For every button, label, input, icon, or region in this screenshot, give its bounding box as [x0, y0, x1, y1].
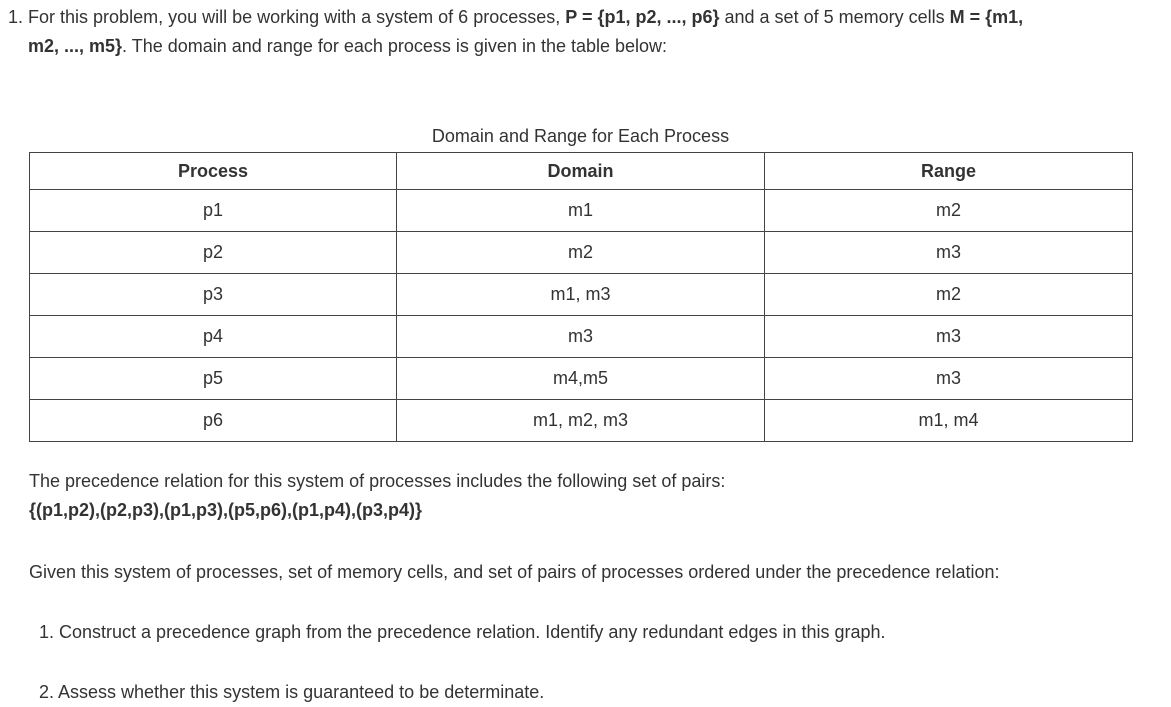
problem-number: 1.	[8, 7, 24, 27]
header-process: Process	[30, 153, 397, 190]
given-text: Given this system of processes, set of memory cells, and set of pairs of processes ordered under the precedence relation:	[29, 562, 1000, 582]
precedence-section	[29, 467, 725, 525]
domain-cell: m1, m2, m3	[397, 400, 765, 442]
domain-cell: m1, m3	[397, 274, 765, 316]
table-row	[30, 400, 1133, 442]
table-caption-wrap	[30, 124, 1131, 148]
domain-cell: m2	[397, 232, 765, 274]
domain-cell: m4,m5	[397, 358, 765, 400]
table-row	[30, 232, 1133, 274]
problem-line-1	[8, 3, 1158, 32]
range-cell: m2	[765, 274, 1133, 316]
header-range: Range	[765, 153, 1133, 190]
process-cell: p5	[30, 358, 397, 400]
intro-text-a: For this problem, you will be working with a system of 6 processes,	[28, 7, 561, 27]
memory-set-a: M = {m1,	[949, 7, 1024, 27]
process-set: P = {p1, p2, ..., p6}	[565, 7, 720, 27]
question-2: 2. Assess whether this system is guaranteed to be determinate.	[39, 682, 545, 702]
precedence-pairs: {(p1,p2),(p2,p3),(p1,p3),(p5,p6),(p1,p4),(p3,p4)}	[29, 500, 423, 520]
process-cell: p3	[30, 274, 397, 316]
table-row	[30, 358, 1133, 400]
process-table	[29, 152, 1133, 442]
process-cell: p4	[30, 316, 397, 358]
process-cell: p1	[30, 190, 397, 232]
question-1: 1. Construct a precedence graph from the precedence relation. Identify any redundant edges in this graph.	[39, 622, 886, 642]
domain-cell: m3	[397, 316, 765, 358]
process-cell: p6	[30, 400, 397, 442]
intro-text-c: . The domain and range for each process is given in the table below:	[122, 36, 668, 56]
range-cell: m3	[765, 316, 1133, 358]
memory-set-b: m2, ..., m5}	[28, 36, 123, 56]
table-caption: Domain and Range for Each Process	[431, 126, 730, 146]
range-cell: m2	[765, 190, 1133, 232]
table-header-row	[30, 153, 1133, 190]
table-row	[30, 274, 1133, 316]
precedence-text: The precedence relation for this system of processes includes the following set of pairs:	[29, 471, 726, 491]
table-row	[30, 190, 1133, 232]
header-domain: Domain	[397, 153, 765, 190]
process-cell: p2	[30, 232, 397, 274]
domain-cell: m1	[397, 190, 765, 232]
problem-line-2	[8, 32, 1158, 61]
intro-text-b: and a set of 5 memory cells	[724, 7, 945, 27]
range-cell: m3	[765, 232, 1133, 274]
problem-intro	[8, 3, 1158, 61]
range-cell: m1, m4	[765, 400, 1133, 442]
range-cell: m3	[765, 358, 1133, 400]
table-row	[30, 316, 1133, 358]
